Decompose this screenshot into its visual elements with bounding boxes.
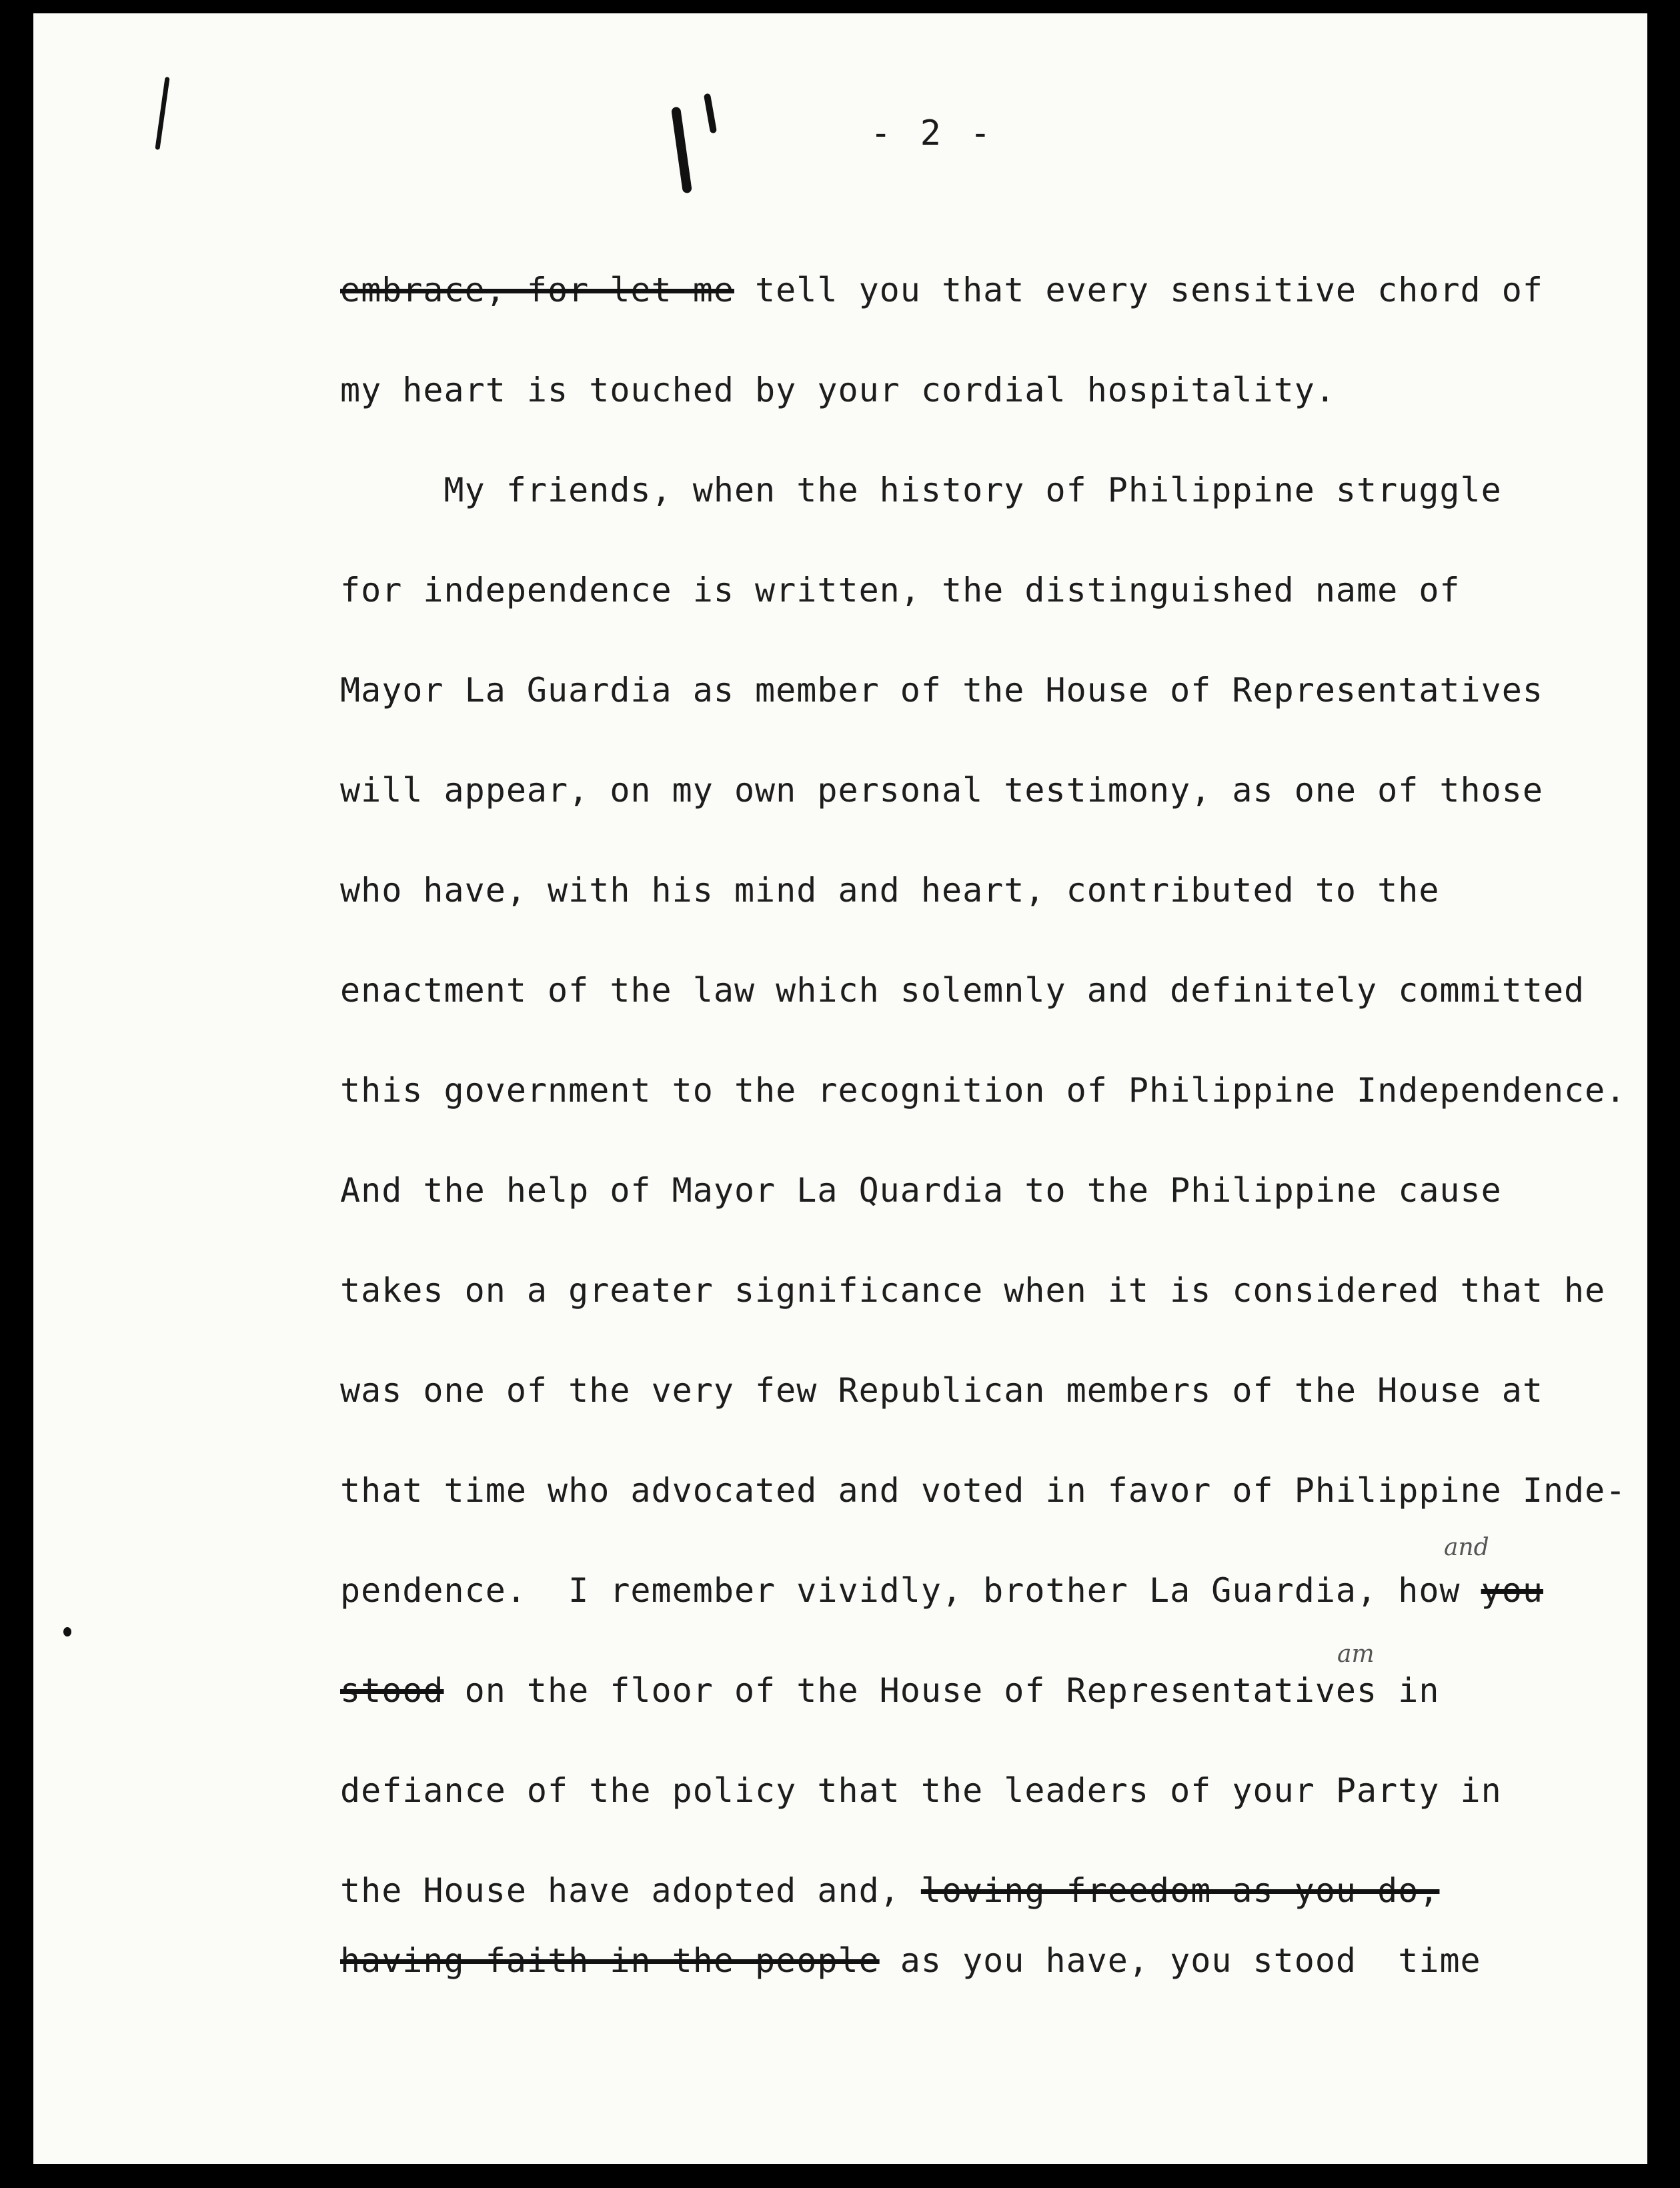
text-line: My friends, when the history of Philippine struggle (340, 471, 1502, 509)
text-line: having faith in the people as you have, you stood time (340, 1941, 1481, 1980)
text-line: pendence. I remember vividly, brother La Guardia, how you (340, 1571, 1543, 1610)
ink-mark (671, 107, 692, 194)
text-line: And the help of Mayor La Quardia to the Philippine cause (340, 1171, 1502, 1210)
handwritten-insert: and (1444, 1534, 1489, 1561)
text-line: embrace, for let me tell you that every sensitive chord of (340, 271, 1543, 309)
text-line: who have, with his mind and heart, contributed to the (340, 871, 1440, 910)
ink-dot (63, 1627, 71, 1636)
ink-mark (704, 93, 717, 134)
text-line: my heart is touched by your cordial hospitality. (340, 371, 1336, 409)
text-line: enactment of the law which solemnly and definitely committed (340, 971, 1585, 1010)
text-line: will appear, on my own personal testimony, as one of those (340, 771, 1543, 810)
text-line: the House have adopted and, loving freedom as you do, (340, 1871, 1440, 1910)
text-line: was one of the very few Republican members of the House at (340, 1371, 1543, 1410)
text-line: defiance of the policy that the leaders of your Party in (340, 1771, 1502, 1810)
text-line: takes on a greater significance when it is considered that he (340, 1271, 1606, 1310)
text-line: this government to the recognition of Philippine Independence. (340, 1071, 1627, 1110)
text-line: that time who advocated and voted in favor of Philippine Inde- (340, 1471, 1627, 1510)
ink-mark (155, 77, 169, 150)
text-line: stood on the floor of the House of Representatives in (340, 1671, 1440, 1710)
page-number: - 2 - (870, 113, 995, 153)
text-line: Mayor La Guardia as member of the House of Representatives (340, 671, 1543, 710)
handwritten-insert: am (1337, 1640, 1375, 1668)
text-line: for independence is written, the distinguished name of (340, 571, 1461, 610)
document-page (33, 13, 1647, 2164)
